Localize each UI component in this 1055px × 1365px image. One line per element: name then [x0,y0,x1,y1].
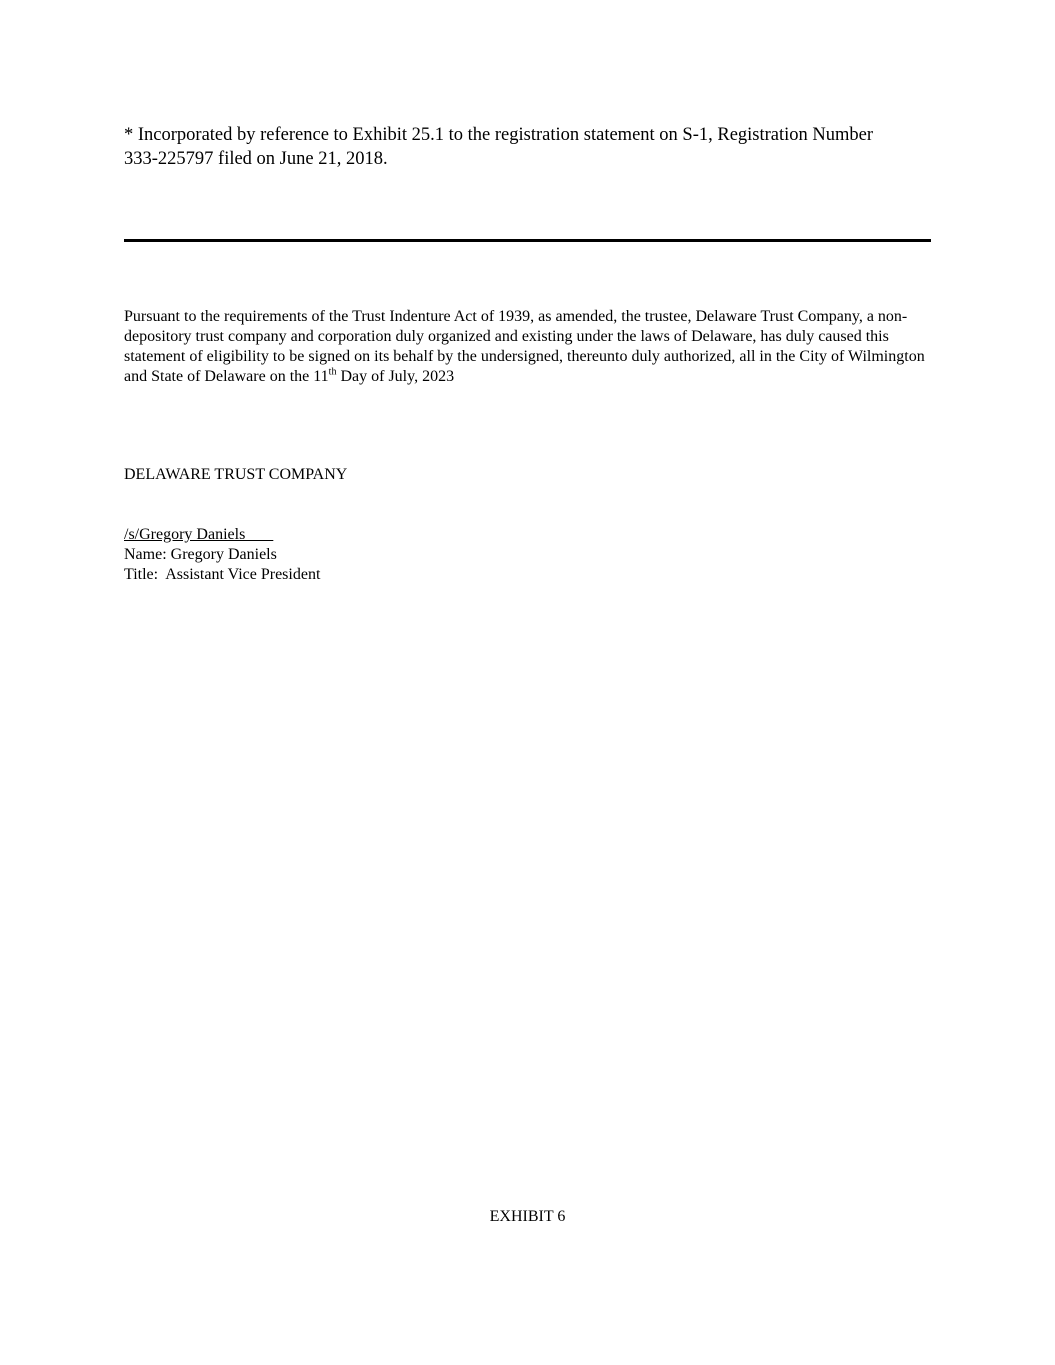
signatory-name: Name: Gregory Daniels [124,546,277,563]
signatory-title: Title: Assistant Vice President [124,566,321,583]
ordinal-suffix: th [328,366,337,378]
horizontal-divider [124,239,931,242]
statement-date-text: Day of July, 2023 [336,368,455,385]
signature-line: /s/Gregory Daniels [124,526,274,543]
eligibility-statement-paragraph [124,307,934,387]
footnote-line-1: * Incorporated by reference to Exhibit 25.1 to the registration statement on S-1, Registration Number [124,125,874,145]
company-name: DELAWARE TRUST COMPANY [124,466,348,483]
footnote-line-2: 333-225797 filed on June 21, 2018. [124,149,388,169]
exhibit-label: EXHIBIT 6 [489,1208,566,1225]
signature-block [124,525,320,585]
statement-text: Pursuant to the requirements of the Trust Indenture Act of 1939, as amended, the trustee, Delaware Trust Company, a non-depository trust company and corporation duly organized and existing under the laws of Delaware, has duly caused this statement of eligibility to be signed on its behalf by the undersigned, thereunto duly authorized, all in the City of Wilmington and State of Delaware on the 11 [124,308,925,385]
incorporation-footnote [124,123,924,171]
